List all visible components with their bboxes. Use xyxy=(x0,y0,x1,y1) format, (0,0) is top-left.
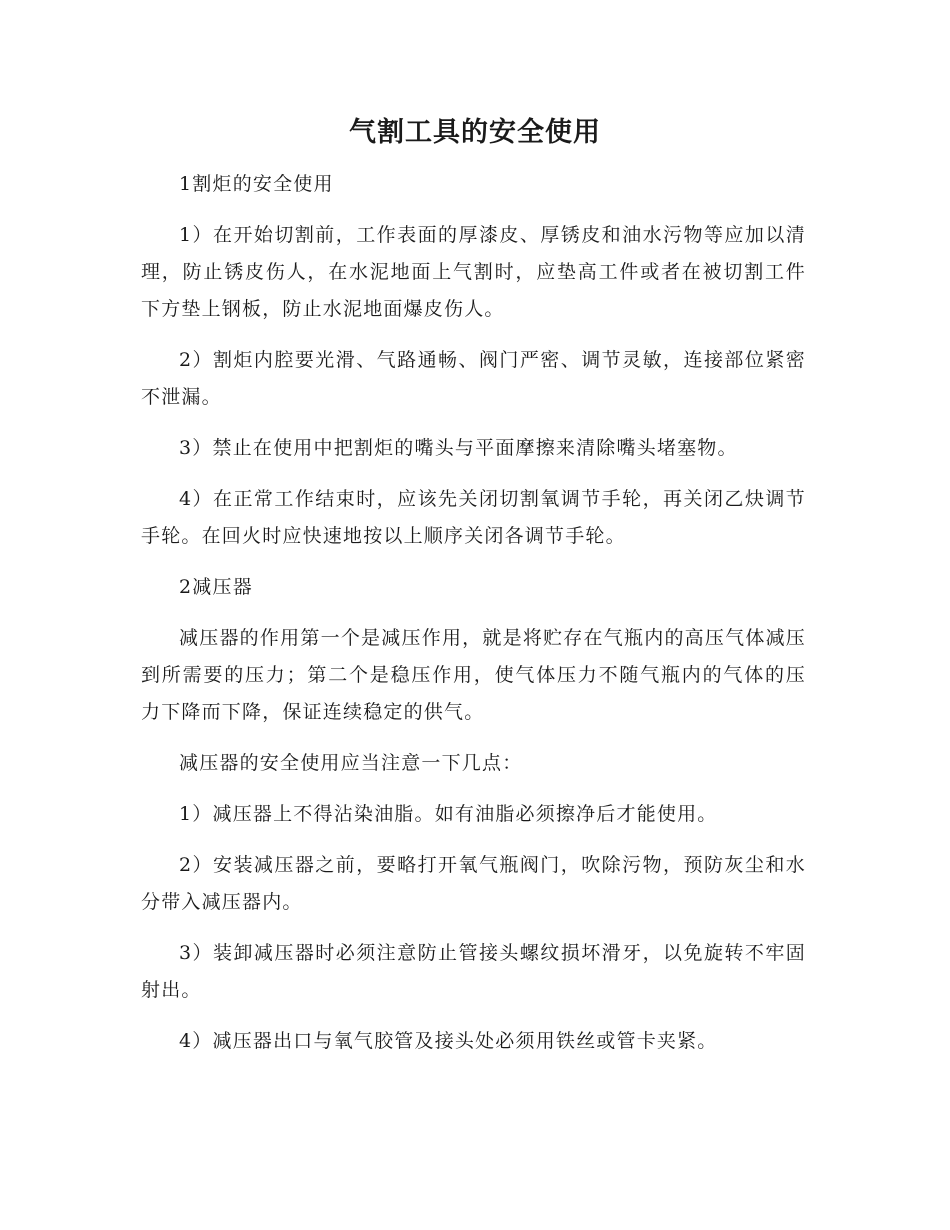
section-heading-cutting-torch: 1割炬的安全使用 xyxy=(179,173,334,195)
paragraph: 2）割炬内腔要光滑、气路通畅、阀门严密、调节灵敏，连接部位紧密不泄漏。 xyxy=(141,349,806,408)
paragraph: 1）减压器上不得沾染油脂。如有油脂必须擦净后才能使用。 xyxy=(179,803,718,825)
paragraph: 3）装卸减压器时必须注意防止管接头螺纹损坏滑牙，以免旋转不牢固射出。 xyxy=(141,942,806,1001)
document-body xyxy=(141,166,806,1060)
document-title: 气割工具的安全使用 xyxy=(349,117,601,148)
paragraph: 减压器的作用第一个是减压作用，就是将贮存在气瓶内的高压气体减压到所需要的压力；第二个是稳压作用，使气体压力不随气瓶内的气体的压力下降而下降，保证连续稳定的供气。 xyxy=(141,627,806,723)
paragraph: 减压器的安全使用应当注意一下几点： xyxy=(179,752,523,774)
paragraph: 4）减压器出口与氧气胶管及接头处必须用铁丝或管卡夹紧。 xyxy=(179,1030,718,1052)
paragraph: 2）安装减压器之前，要略打开氧气瓶阀门，吹除污物，预防灰尘和水分带入减压器内。 xyxy=(141,854,806,913)
section-heading-pressure-reducer: 2减压器 xyxy=(179,576,253,598)
paragraph: 1）在开始切割前，工作表面的厚漆皮、厚锈皮和油水污物等应加以清理，防止锈皮伤人，在水泥地面上气割时，应垫高工件或者在被切割工件下方垫上钢板，防止水泥地面爆皮伤人。 xyxy=(141,224,806,320)
paragraph: 3）禁止在使用中把割炬的嘴头与平面摩擦来清除嘴头堵塞物。 xyxy=(179,437,738,459)
paragraph: 4）在正常工作结束时，应该先关闭切割氧调节手轮，再关闭乙炔调节手轮。在回火时应快速地按以上顺序关闭各调节手轮。 xyxy=(141,488,806,547)
